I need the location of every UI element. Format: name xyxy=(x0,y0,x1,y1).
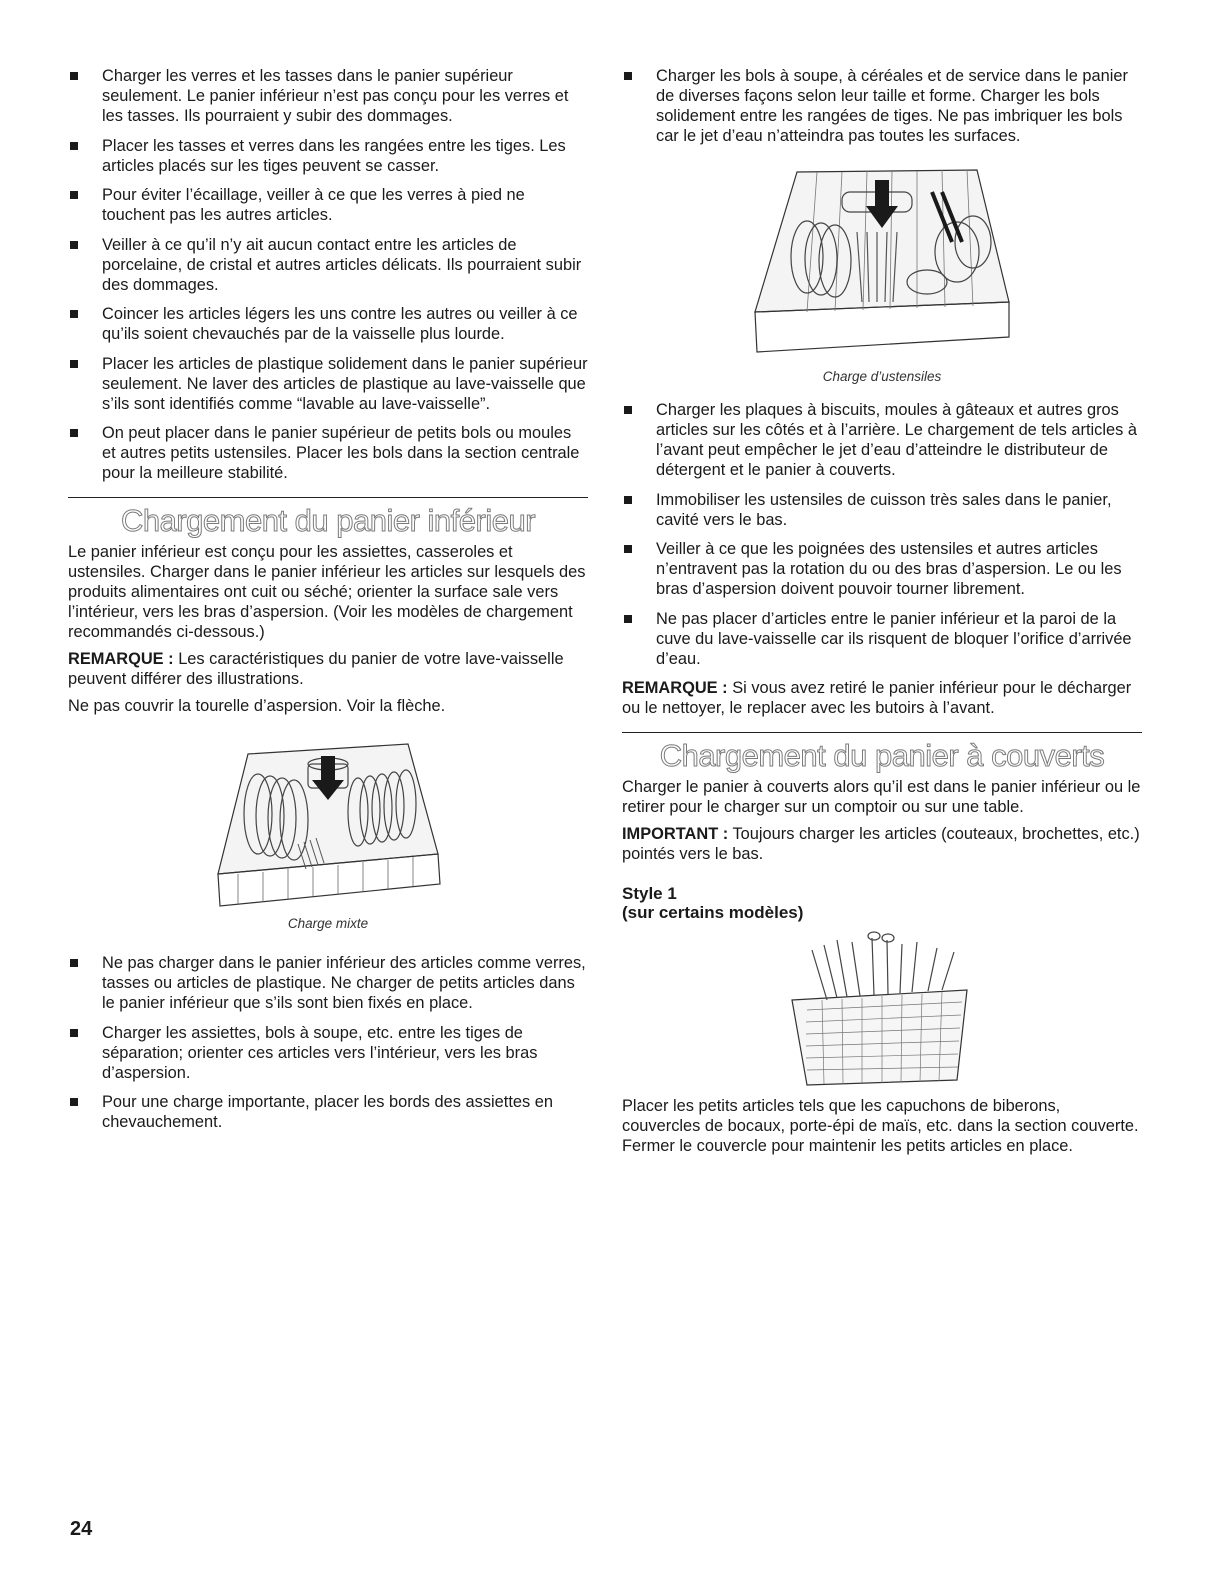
mixed-load-figure xyxy=(208,734,448,931)
section-divider xyxy=(622,732,1142,733)
list-item: Veiller à ce que les poignées des ustensiles et autres articles n’entravent pas la rotation du ou des bras d’aspersion. Le ou les bras d’aspersion doivent pouvoir tourner librement. xyxy=(622,539,1142,599)
figure-caption: Charge mixte xyxy=(287,916,369,931)
style-heading-line2: (sur certains modèles) xyxy=(622,903,804,922)
note-text: Si vous avez retiré le panier inférieur pour le décharger ou le nettoyer, le replacer avec les butoirs à l’avant. xyxy=(622,679,1132,717)
utensil-rack-illustration xyxy=(747,162,1017,367)
list-item: On peut placer dans le panier supérieur de petits bols ou moules et autres petits ustensiles. Placer les bols dans la section centrale pour la meilleure stabilité. xyxy=(68,423,588,483)
bullet-list-large-items xyxy=(622,400,1142,669)
bullet-list-bowls xyxy=(622,66,1142,146)
silverware-intro: Charger le panier à couverts alors qu’il est dans le panier inférieur ou le retirer pour le charger sur un comptoir ou sur une table. xyxy=(622,778,1141,816)
list-item: Immobiliser les ustensiles de cuisson très sales dans le panier, cavité vers le bas. xyxy=(622,490,1142,530)
important-label: IMPORTANT : xyxy=(622,825,729,843)
section-divider xyxy=(68,497,588,498)
small-items-note: Placer les petits articles tels que les capuchons de biberons, couvercles de bocaux, porte-épi de maïs, etc. dans la section couverte. Fermer le couvercle pour maintenir les petits articles en place. xyxy=(622,1097,1139,1155)
style-heading-line1: Style 1 xyxy=(622,884,677,903)
list-item: Coincer les articles légers les uns contre les autres ou veiller à ce qu’ils soient chevauchés par de la vaisselle plus lourde. xyxy=(68,304,588,344)
list-item: Placer les articles de plastique solidement dans le panier supérieur seulement. Ne laver des articles de plastique au lave-vaisselle que s’ils sont identifiés comme “lavable au lave-vaisselle”. xyxy=(68,354,588,414)
tower-note: Ne pas couvrir la tourelle d’aspersion. Voir la flèche. xyxy=(68,697,446,715)
page-number: 24 xyxy=(70,1518,93,1540)
lower-rack-illustration xyxy=(208,734,448,914)
lower-rack-note xyxy=(68,649,588,689)
silverware-basket-illustration xyxy=(782,930,982,1090)
utensil-load-figure xyxy=(747,162,1017,384)
list-item: Pour éviter l’écaillage, veiller à ce que les verres à pied ne touchent pas les autres articles. xyxy=(68,185,588,225)
list-item: Ne pas charger dans le panier inférieur des articles comme verres, tasses ou articles de plastique. Ne charger de petits articles dans le panier inférieur que s’ils sont bien fixés en place. xyxy=(68,953,588,1013)
list-item: Pour une charge importante, placer les bords des assiettes en chevauchement. xyxy=(68,1092,588,1132)
right-column xyxy=(622,66,1142,1163)
list-item: Charger les verres et les tasses dans le panier supérieur seulement. Le panier inférieur n’est pas conçu pour les verres et les tasses. Ils pourraient y subir des dommages. xyxy=(68,66,588,126)
list-item: Charger les assiettes, bols à soupe, etc. entre les tiges de séparation; orienter ces articles vers l’intérieur, vers les bras d’aspersion. xyxy=(68,1023,588,1083)
silverware-basket-figure xyxy=(782,930,982,1090)
section-title-silverware-basket: Chargement du panier à couverts xyxy=(659,738,1105,773)
list-item: Veiller à ce qu’il n’y ait aucun contact entre les articles de porcelaine, de cristal et autres articles délicats. Ils pourraient subir des dommages. xyxy=(68,235,588,295)
note-text: Les caractéristiques du panier de votre lave-vaisselle peuvent différer des illustrations. xyxy=(68,650,564,688)
note-label: REMARQUE : xyxy=(622,679,728,697)
lower-rack-intro: Le panier inférieur est conçu pour les assiettes, casseroles et ustensiles. Charger dans le panier inférieur les articles sur lesquels des produits alimentaires ont cuit ou séché; orienter la surface sale vers l’intérieur, vers les bras d’aspersion. (Voir les modèles de chargement recommandés ci-dessous.) xyxy=(68,543,586,641)
list-item: Placer les tasses et verres dans les rangées entre les tiges. Les articles placés sur les tiges peuvent se casser. xyxy=(68,136,588,176)
rack-removal-note xyxy=(622,678,1142,718)
style-heading xyxy=(622,884,1142,922)
left-column xyxy=(68,66,588,1142)
list-item: Charger les plaques à biscuits, moules à gâteaux et autres gros articles sur les côtés et à l’arrière. Le chargement de tels articles à l’avant peut empêcher le jet d’eau d’atteindre le distributeur de détergent et le panier à couverts. xyxy=(622,400,1142,480)
section-title-lower-rack: Chargement du panier inférieur xyxy=(120,503,536,538)
figure-caption: Charge d’ustensiles xyxy=(822,369,942,384)
list-item: Ne pas placer d’articles entre le panier inférieur et la paroi de la cuve du lave-vaisselle car ils risquent de bloquer l’orifice d’arrivée d’eau. xyxy=(622,609,1142,669)
important-text: Toujours charger les articles (couteaux, brochettes, etc.) pointés vers le bas. xyxy=(622,825,1140,863)
important-note xyxy=(622,824,1142,864)
note-label: REMARQUE : xyxy=(68,650,174,668)
list-item: Charger les bols à soupe, à céréales et de service dans le panier de diverses façons selon leur taille et forme. Charger les bols solidement entre les rangées de tiges. Ne pas imbriquer les bols car le jet d’eau n’atteindra pas toutes les surfaces. xyxy=(622,66,1142,146)
bullet-list-lower-rack-tips xyxy=(68,953,588,1132)
bullet-list-upper-rack-tips xyxy=(68,66,588,483)
